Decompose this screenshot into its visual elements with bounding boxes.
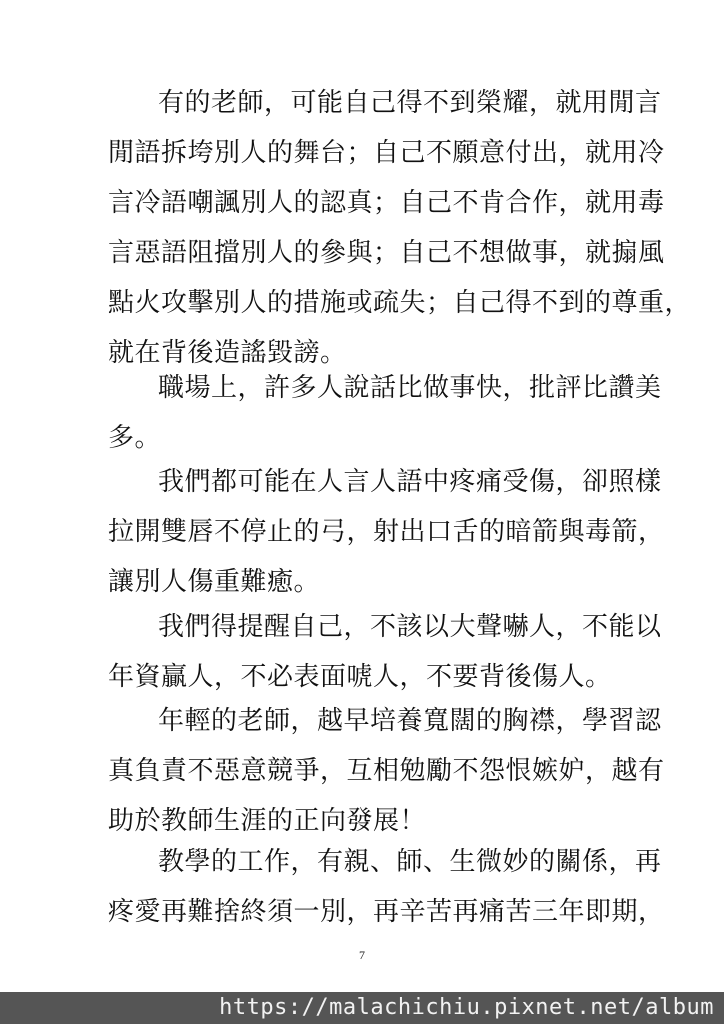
watermark-url: https://malachichiu.pixnet.net/album [219,995,714,1020]
text-line: 拉開雙唇不停止的弓，射出口舌的暗箭與毒箭， [108,517,665,547]
paragraph-2 [108,363,662,463]
text-line: 助於教師生涯的正向發展！ [108,806,427,836]
paragraph-1 [108,78,692,378]
text-line: 多。 [108,423,162,453]
paragraph-5 [108,696,665,846]
page-number: 7 [359,948,365,962]
text-line: 年輕的老師，越早培養寬闊的胸襟，學習認 [158,706,662,736]
paragraph-6 [108,837,665,937]
text-line: 真負責不惡意競爭，互相勉勵不怨恨嫉妒，越有 [108,756,665,786]
paragraph-4 [108,602,662,702]
text-line: 我們得提醒自己，不該以大聲嚇人，不能以 [158,612,662,642]
text-line: 職場上，許多人說話比做事快，批評比讚美 [158,373,662,403]
text-line: 年資贏人，不必表面唬人，不要背後傷人。 [108,662,612,692]
text-line: 點火攻擊別人的措施或疏失；自己得不到的尊重， [108,288,692,318]
text-line: 我們都可能在人言人語中疼痛受傷，卻照樣 [158,467,662,497]
paragraph-3 [108,457,665,607]
text-line: 言冷語嘲諷別人的認真；自己不肯合作，就用毒 [108,188,665,218]
text-line: 閒語拆垮別人的舞台；自己不願意付出，就用冷 [108,138,665,168]
text-line: 就在背後造謠毀謗。 [108,338,347,368]
text-line: 言惡語阻擋別人的參與；自己不想做事，就搧風 [108,238,665,268]
text-line: 讓別人傷重難癒。 [108,567,321,597]
text-line: 有的老師，可能自己得不到榮耀，就用閒言 [158,88,662,118]
watermark-bar [0,992,724,1024]
text-line: 疼愛再難捨終須一別，再辛苦再痛苦三年即期， [108,897,665,927]
text-line: 教學的工作，有親、師、生微妙的關係，再 [158,847,662,877]
